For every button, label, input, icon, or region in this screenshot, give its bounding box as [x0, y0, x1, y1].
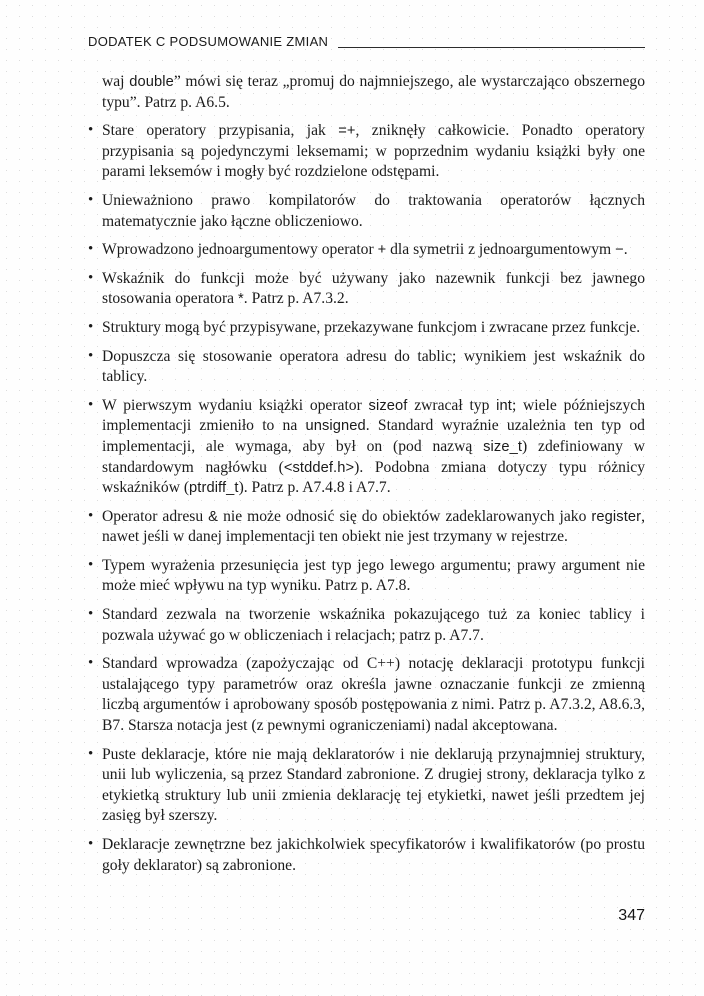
- text-run: Wprowadzono jednoargumentowy operator: [102, 241, 378, 259]
- list-item: [88, 745, 645, 827]
- text-run: waj: [102, 73, 130, 90]
- list-item-text: [102, 655, 645, 734]
- text-run: Puste deklaracje, które nie mają deklaratorów i nie deklarują przynajmniej struktury, unii lub wyliczenia, są przez Standard zabronione. Z drugiej strony, deklaracja tylko z etykietką struktury lub unii zmienia deklarację tej etykietki, nawet jeśli przedtem jej zasięg był szerszy.: [102, 745, 645, 825]
- code-term: &: [208, 508, 219, 525]
- bullet-marker: •: [88, 396, 94, 413]
- text-run: Unieważniono prawo kompilatorów do traktowania operatorów łącznych matematycznie jako łączne obliczeniowo.: [102, 191, 645, 230]
- text-run: Standard wprowadza (zapożyczając od C++) notację deklaracji prototypu funkcji ustalającego typy parametrów oraz określa jawne oznaczanie funkcji ze zmienną liczbą argumentów i aprobowany sposób postępowania z nimi. Patrz p. A7.3.2, A8.6.3, B7. Starsza notacja jest (z pewnymi ograniczeniami) nadal akceptowana.: [102, 655, 645, 735]
- list-item: [88, 191, 645, 232]
- intro-paragraph: [102, 72, 645, 113]
- list-item: [88, 121, 645, 183]
- text-run: .: [623, 241, 628, 259]
- list-item-text: [102, 397, 645, 496]
- text-run: . Patrz p. A7.3.2.: [243, 290, 349, 308]
- text-run: ; wiele późniejszych implementacji zmieniło to na: [102, 396, 645, 435]
- bullet-marker: •: [88, 269, 94, 286]
- code-term: size_t: [483, 438, 522, 455]
- text-run: dla symetrii z jednoargumentowym: [386, 241, 616, 259]
- bullet-marker: •: [88, 347, 94, 364]
- text-run: nie może odnosić się do obiektów zadeklarowanych jako: [218, 507, 592, 525]
- list-item-text: [102, 746, 645, 825]
- page-number: 347: [618, 907, 645, 925]
- list-item: [88, 507, 645, 548]
- list-item-text: [102, 270, 645, 308]
- text-run: Deklaracje zewnętrzne bez jakichkolwiek specyfikatorów i kwalifikatorów (po prostu goły deklarator) są zabronione.: [102, 836, 645, 874]
- list-item-text: [102, 557, 645, 595]
- code-term: +: [377, 242, 387, 259]
- list-item-text: [102, 241, 628, 258]
- code-term: unsigned: [305, 418, 366, 435]
- list-item: [88, 654, 645, 736]
- list-item: [88, 240, 645, 261]
- change-list: [88, 121, 645, 876]
- list-item-text: [102, 508, 645, 546]
- text-run: zwracał typ: [407, 396, 497, 414]
- bullet-marker: •: [88, 241, 94, 258]
- running-header-title: DODATEK C PODSUMOWANIE ZMIAN: [88, 34, 329, 49]
- bullet-marker: •: [88, 191, 94, 208]
- list-item-text: [102, 836, 645, 874]
- list-item-text: [102, 192, 645, 230]
- bullet-marker: •: [88, 655, 94, 672]
- code-term: *: [237, 291, 244, 308]
- code-term: double: [129, 74, 174, 90]
- list-item: [88, 605, 645, 646]
- bullet-marker: •: [88, 507, 94, 524]
- text-run: Standard zezwala na tworzenie wskaźnika pokazującego tuż za koniec tablicy i pozwala używać go w obliczeniach i relacjach; patrz p. A7.7.: [102, 606, 645, 644]
- list-item: [88, 835, 645, 876]
- text-run: Dopuszcza się stosowanie operatora adresu do tablic; wynikiem jest wskaźnik do tablicy.: [102, 347, 645, 386]
- code-term: register: [591, 508, 642, 525]
- text-run: , zniknęły całkowicie. Ponadto operatory przypisania są pojedynczymi leksemami; w poprzednim wydaniu książki były one parami leksemów i mogły być rozdzielone odstępami.: [102, 122, 645, 181]
- code-term: int: [496, 397, 512, 414]
- list-item: [88, 269, 645, 310]
- bullet-marker: •: [88, 745, 94, 762]
- list-item-text: [102, 319, 640, 336]
- text-run: ) zdefiniowany w standardowym nagłówku (: [102, 437, 645, 476]
- running-header: [88, 34, 645, 49]
- text-run: . Standard wyraźnie uzależnia ten typ od implementacji, ale wymaga, aby był on (pod nazwą: [102, 417, 645, 455]
- text-run: ). Patrz p. A7.4.8 i A7.7.: [238, 479, 391, 497]
- code-term: <stddef.h>: [283, 459, 355, 476]
- code-term: ptrdiff_t: [189, 480, 239, 497]
- list-item: [88, 396, 645, 499]
- bullet-marker: •: [88, 606, 94, 623]
- text-run: Stare operatory przypisania, jak: [102, 122, 339, 140]
- code-term: =+: [338, 123, 356, 140]
- text-run: , nawet jeśli w danej implementacji ten obiekt nie jest trzymany w rejestrze.: [102, 507, 645, 546]
- text-run: Typem wyrażenia przesunięcia jest typ jego lewego argumentu; prawy argument nie może mieć wpływu na typ wyniku. Patrz p. A7.8.: [102, 556, 645, 595]
- list-item: [88, 318, 645, 339]
- text-run: W pierwszym wydaniu książki operator: [102, 396, 369, 414]
- text-run: ). Podobna zmiana dotyczy typu różnicy wskaźników (: [102, 458, 645, 497]
- text-run: Struktury mogą być przypisywane, przekazywane funkcjom i zwracane przez funkcje.: [102, 318, 641, 336]
- bullet-marker: •: [88, 122, 94, 139]
- list-item: [88, 556, 645, 597]
- bullet-marker: •: [88, 318, 94, 335]
- list-item: [88, 347, 645, 388]
- bullet-marker: •: [88, 556, 94, 573]
- list-item-text: [102, 606, 645, 644]
- code-term: sizeof: [368, 397, 408, 414]
- bullet-marker: •: [88, 836, 94, 852]
- code-term: −: [615, 242, 624, 259]
- header-rule: [338, 47, 645, 48]
- text-run: ” mówi się teraz „promuj do najmniejszego, ale wystarczająco obszernego typu”. Patrz p. A6.5.: [102, 73, 645, 111]
- list-item-text: [102, 348, 645, 386]
- text-run: Wskaźnik do funkcji może być używany jako nazewnik funkcji bez jawnego stosowania operatora: [102, 269, 645, 308]
- list-item-text: [102, 122, 645, 180]
- page-content: [88, 72, 645, 927]
- text-run: Operator adresu: [102, 507, 209, 525]
